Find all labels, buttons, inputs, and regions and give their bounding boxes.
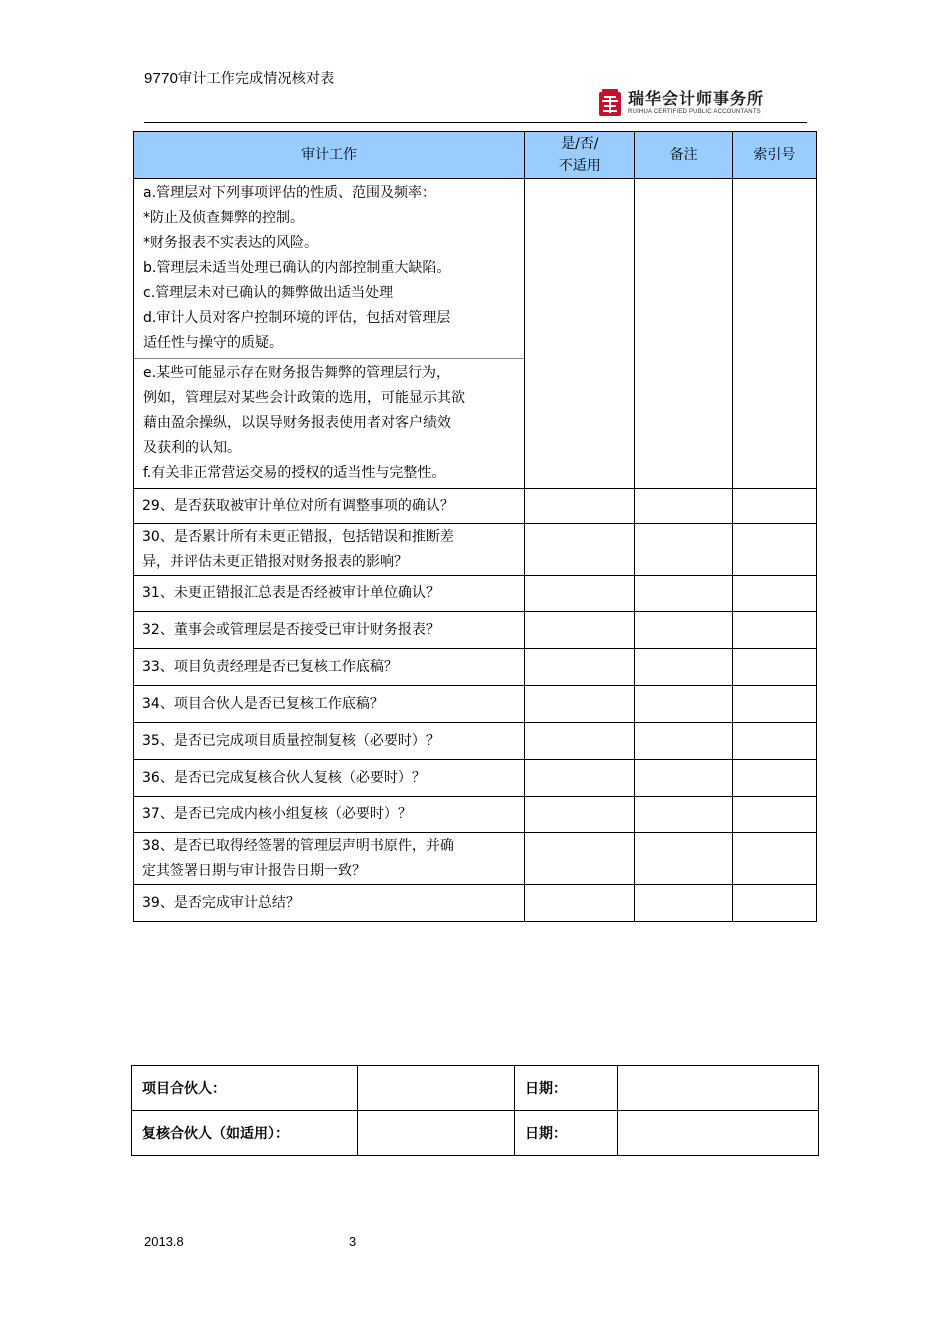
index-cell[interactable] [732, 885, 816, 922]
item-30-line-2: 异，并评估未更正错报对财务报表的影响？ [142, 553, 408, 570]
remarks-cell[interactable] [635, 686, 732, 723]
sub-items-block-2 [134, 359, 524, 488]
sub-item-line: d.审计人员对客户控制环境的评估，包括对管理层 [143, 310, 451, 326]
item-29-cell: 29、是否获取被审计单位对所有调整事项的确认？ [134, 489, 525, 524]
table-row [134, 489, 817, 524]
item-38-line-1: 38、是否已取得经签署的管理层声明书原件，并确 [142, 837, 454, 854]
item-30-line-1: 30、是否累计所有未更正错报，包括错误和推断差 [142, 528, 454, 545]
sub-item-line: *财务报表不实表达的风险。 [143, 235, 318, 251]
index-cell[interactable] [732, 760, 816, 797]
sub-item-line: e.某些可能显示存在财务报告舞弊的管理层行为， [143, 365, 451, 381]
answer-cell[interactable] [525, 760, 635, 797]
sub-item-line: b.管理层未适当处理已确认的内部控制重大缺陷。 [143, 260, 451, 276]
item-34-cell: 34、项目合伙人是否已复核工作底稿？ [134, 686, 525, 723]
signoff-row-partner [132, 1066, 819, 1111]
table-row [134, 179, 817, 489]
answer-cell[interactable] [525, 179, 635, 489]
table-row [134, 686, 817, 723]
col-header-yes-no: 是/否/ [561, 136, 599, 152]
index-cell[interactable] [732, 686, 816, 723]
index-cell[interactable] [732, 723, 816, 760]
sub-item-line: f.有关非正常营运交易的授权的适当性与完整性。 [143, 465, 446, 481]
footer-date: 2013.8 [144, 1234, 184, 1249]
table-row [134, 524, 817, 576]
index-cell[interactable] [732, 489, 816, 524]
answer-cell[interactable] [525, 489, 635, 524]
answer-cell[interactable] [525, 524, 635, 576]
remarks-cell[interactable] [635, 524, 732, 576]
table-row [134, 760, 817, 797]
sub-item-line: 藉由盈余操纵，以误导财务报表使用者对客户绩效 [143, 415, 451, 431]
table-row [134, 797, 817, 833]
table-row [134, 723, 817, 760]
remarks-cell[interactable] [635, 723, 732, 760]
answer-cell[interactable] [525, 612, 635, 649]
firm-name-cn: 瑞华会计师事务所 [628, 89, 765, 108]
answer-cell[interactable] [525, 833, 635, 885]
remarks-cell[interactable] [635, 760, 732, 797]
page-number: 3 [349, 1234, 357, 1249]
col-header-audit-work: 审计工作 [134, 132, 525, 179]
sub-item-line: 适任性与操守的质疑。 [143, 335, 283, 351]
answer-cell[interactable] [525, 649, 635, 686]
firm-name-en: RUIHUA CERTIFIED PUBLIC ACCOUNTANTS [628, 109, 761, 115]
remarks-cell[interactable] [635, 489, 732, 524]
review-partner-date-field[interactable] [618, 1111, 819, 1156]
index-cell[interactable] [732, 179, 816, 489]
sub-item-line: *防止及侦查舞弊的控制。 [143, 210, 304, 226]
signoff-row-review-partner [132, 1111, 819, 1156]
item-31-cell: 31、未更正错报汇总表是否经被审计单位确认？ [134, 576, 525, 612]
index-cell[interactable] [732, 524, 816, 576]
partner-label: 项目合伙人： [132, 1066, 358, 1111]
answer-cell[interactable] [525, 686, 635, 723]
item-32-cell: 32、董事会或管理层是否接受已审计财务报表？ [134, 612, 525, 649]
item-36-cell: 36、是否已完成复核合伙人复核（必要时）？ [134, 760, 525, 797]
remarks-cell[interactable] [635, 885, 732, 922]
firm-logo [598, 87, 764, 119]
col-header-index: 索引号 [732, 132, 816, 179]
remarks-cell[interactable] [635, 179, 732, 489]
remarks-cell[interactable] [635, 612, 732, 649]
sub-item-line: 及获利的认知。 [143, 440, 241, 456]
table-row [134, 649, 817, 686]
item-33-cell: 33、项目负责经理是否已复核工作底稿？ [134, 649, 525, 686]
remarks-cell[interactable] [635, 649, 732, 686]
remarks-cell[interactable] [635, 797, 732, 833]
sub-item-line: 例如，管理层对某些会计政策的选用，可能显示其欲 [143, 390, 465, 406]
checklist-table [133, 131, 817, 922]
signoff-table [131, 1065, 819, 1156]
remarks-cell[interactable] [635, 576, 732, 612]
index-cell[interactable] [732, 833, 816, 885]
col-header-yes-no-na [525, 132, 635, 179]
index-cell[interactable] [732, 797, 816, 833]
sub-item-line: c.管理层未对已确认的舞弊做出适当处理 [143, 285, 394, 301]
index-cell[interactable] [732, 576, 816, 612]
table-row [134, 833, 817, 885]
partner-signature-field[interactable] [358, 1066, 515, 1111]
item-37-cell: 37、是否已完成内核小组复核（必要时）？ [134, 797, 525, 833]
table-row [134, 576, 817, 612]
sub-items-block-1 [134, 179, 524, 359]
firm-seal-icon [598, 89, 622, 117]
table-header-row [134, 132, 817, 179]
date-label: 日期： [515, 1066, 618, 1111]
review-partner-signature-field[interactable] [358, 1111, 515, 1156]
document-title [144, 68, 334, 88]
header-divider [144, 122, 807, 123]
item-39-cell: 39、是否完成审计总结？ [134, 885, 525, 922]
item-35-cell: 35、是否已完成项目质量控制复核（必要时）？ [134, 723, 525, 760]
document-code: 9770 [144, 70, 179, 87]
item-30-cell [134, 524, 525, 576]
index-cell[interactable] [732, 612, 816, 649]
sub-items-cell [134, 179, 525, 489]
col-header-remarks: 备注 [635, 132, 732, 179]
index-cell[interactable] [732, 649, 816, 686]
table-row [134, 612, 817, 649]
partner-date-field[interactable] [618, 1066, 819, 1111]
answer-cell[interactable] [525, 723, 635, 760]
answer-cell[interactable] [525, 576, 635, 612]
sub-item-line: a.管理层对下列事项评估的性质、范围及频率： [143, 185, 437, 201]
review-partner-label: 复核合伙人（如适用）： [132, 1111, 358, 1156]
item-38-line-2: 定其签署日期与审计报告日期一致？ [142, 862, 366, 879]
item-38-cell [134, 833, 525, 885]
table-row [134, 885, 817, 922]
answer-cell[interactable] [525, 885, 635, 922]
date-label: 日期： [515, 1111, 618, 1156]
document-title-text: 审计工作完成情况核对表 [178, 71, 335, 87]
col-header-na: 不适用 [558, 158, 601, 174]
remarks-cell[interactable] [635, 833, 732, 885]
answer-cell[interactable] [525, 797, 635, 833]
